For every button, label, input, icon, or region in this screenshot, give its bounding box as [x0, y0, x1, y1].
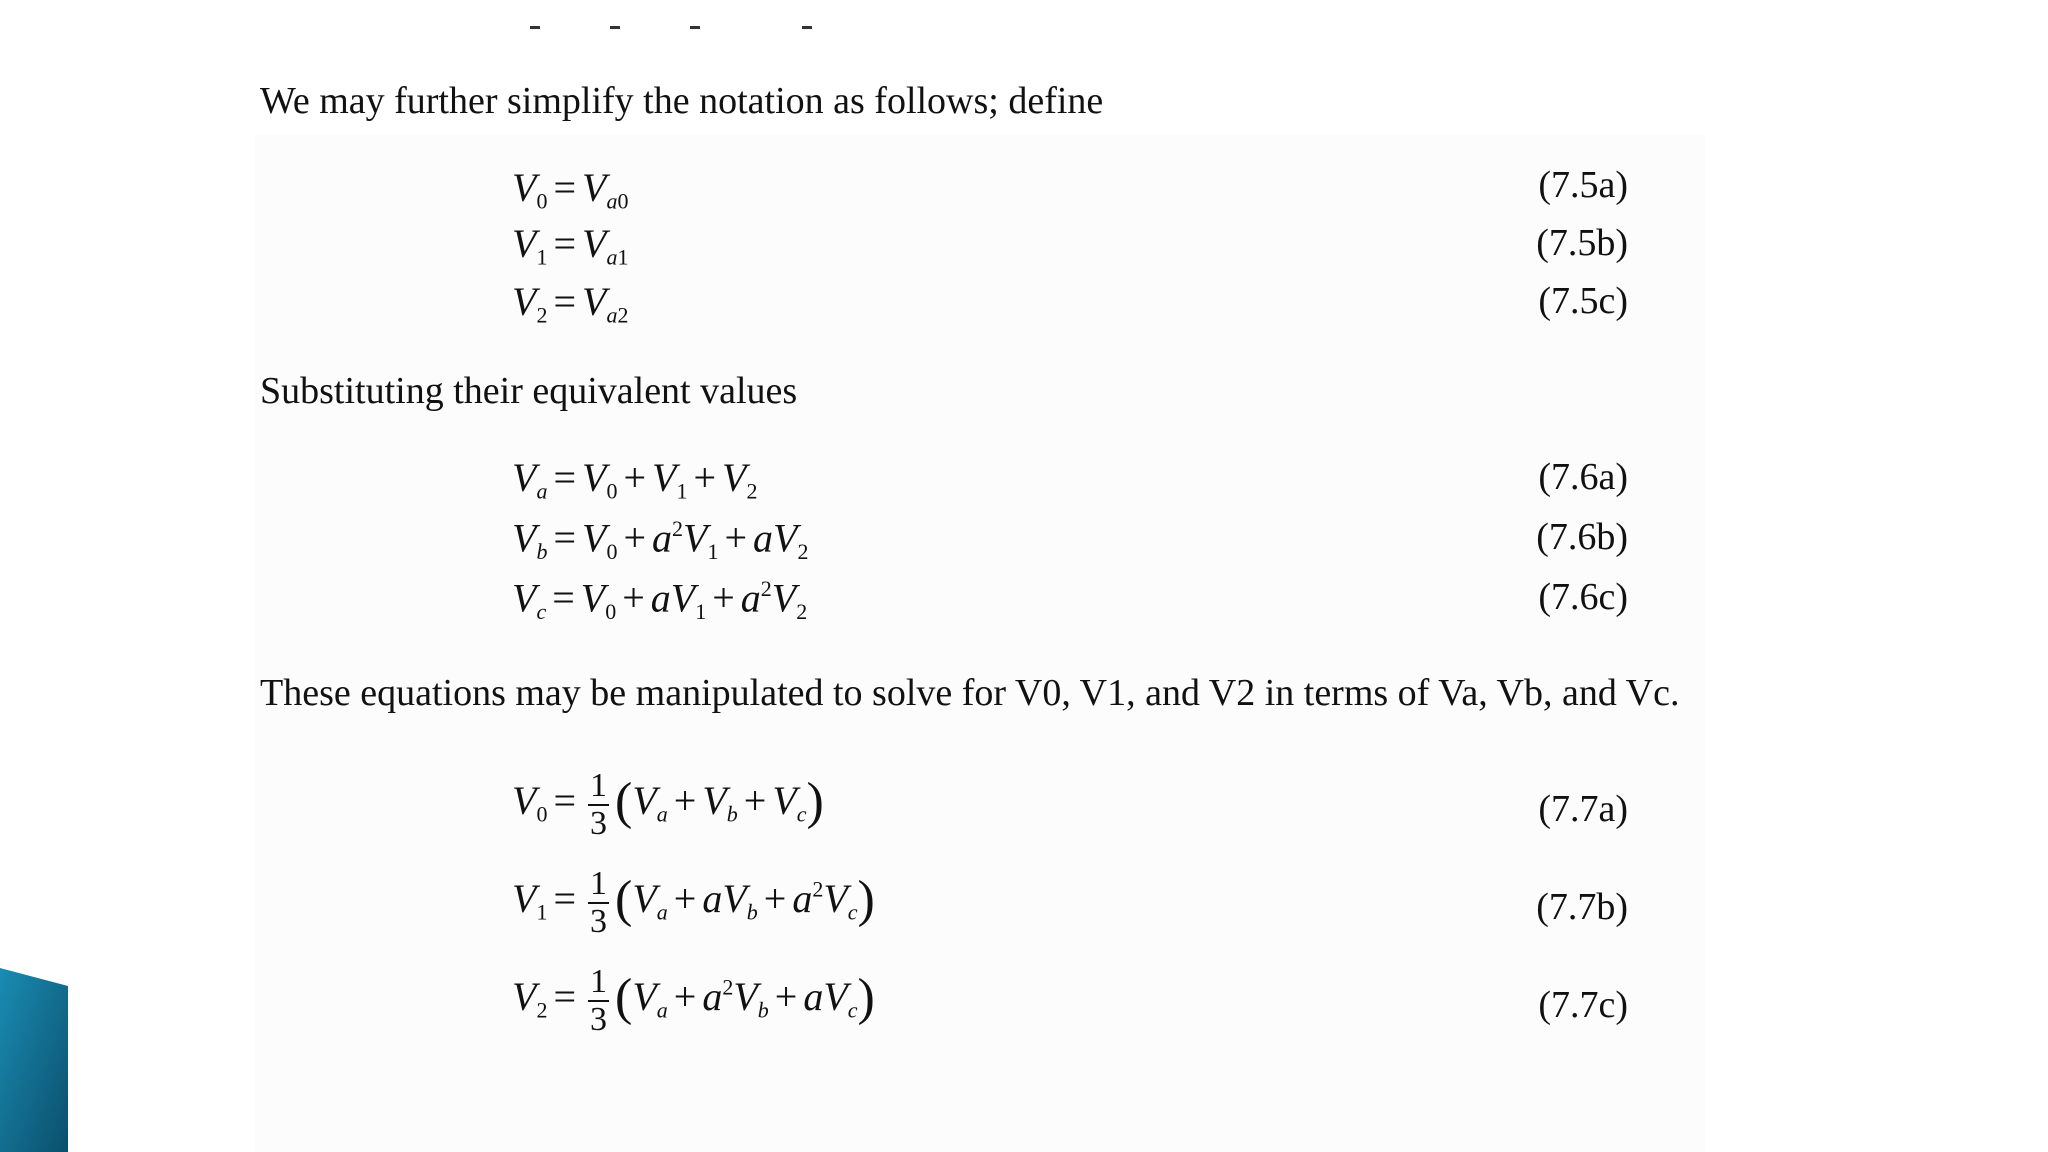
intro-paragraph: We may further simplify the notation as follows; define	[260, 80, 1104, 122]
equation-number-7-6a: (7.6a)	[1538, 456, 1628, 498]
equation-7-7c: $V_2$ = $\frac{1}{3}$ $(Va + a^2Vb + aVc)$	[512, 963, 875, 1038]
teal-corner-shape-icon	[0, 968, 68, 1152]
cut-off-previous-line	[530, 14, 830, 34]
equation-7-7a: $V_0$ = $\frac{1}{3}$ (Va + Vb + Vc)	[512, 767, 824, 842]
substituting-paragraph: Substituting their equivalent values	[260, 370, 798, 412]
equation-7-6a: $Va = V_0 + V_1 + V_2$	[512, 455, 758, 504]
equation-7-6b: $Vb = V_0 + a^2V_1 + aV_2$	[512, 515, 809, 565]
equation-number-7-5a: (7.5a)	[1538, 164, 1628, 206]
equation-number-7-7c: (7.7c)	[1538, 984, 1628, 1026]
manipulate-paragraph: These equations may be manipulated to solve for V0, V1, and V2 in terms of Va, Vb, and Vc.	[260, 672, 1680, 714]
equation-7-5b: $V_1 = Va_1$	[512, 221, 629, 270]
equation-number-7-7a: (7.7a)	[1538, 788, 1628, 830]
equation-number-7-5c: (7.5c)	[1538, 280, 1628, 322]
equation-7-7b: $V_1$ = $\frac{1}{3}$ (Va + aVb + $a^2Vc$)	[512, 865, 875, 940]
equation-7-6c: $Vc = V_0 + aV_1 + a^2V_2$	[512, 575, 808, 625]
equation-number-7-6c: (7.6c)	[1538, 576, 1628, 618]
equation-number-7-5b: (7.5b)	[1536, 222, 1628, 264]
equation-number-7-6b: (7.6b)	[1536, 516, 1628, 558]
equation-7-5c: $V_2 = Va_2$	[512, 279, 629, 328]
equation-7-5a: $V_0 = Va_0$	[512, 165, 629, 214]
equation-number-7-7b: (7.7b)	[1536, 886, 1628, 928]
